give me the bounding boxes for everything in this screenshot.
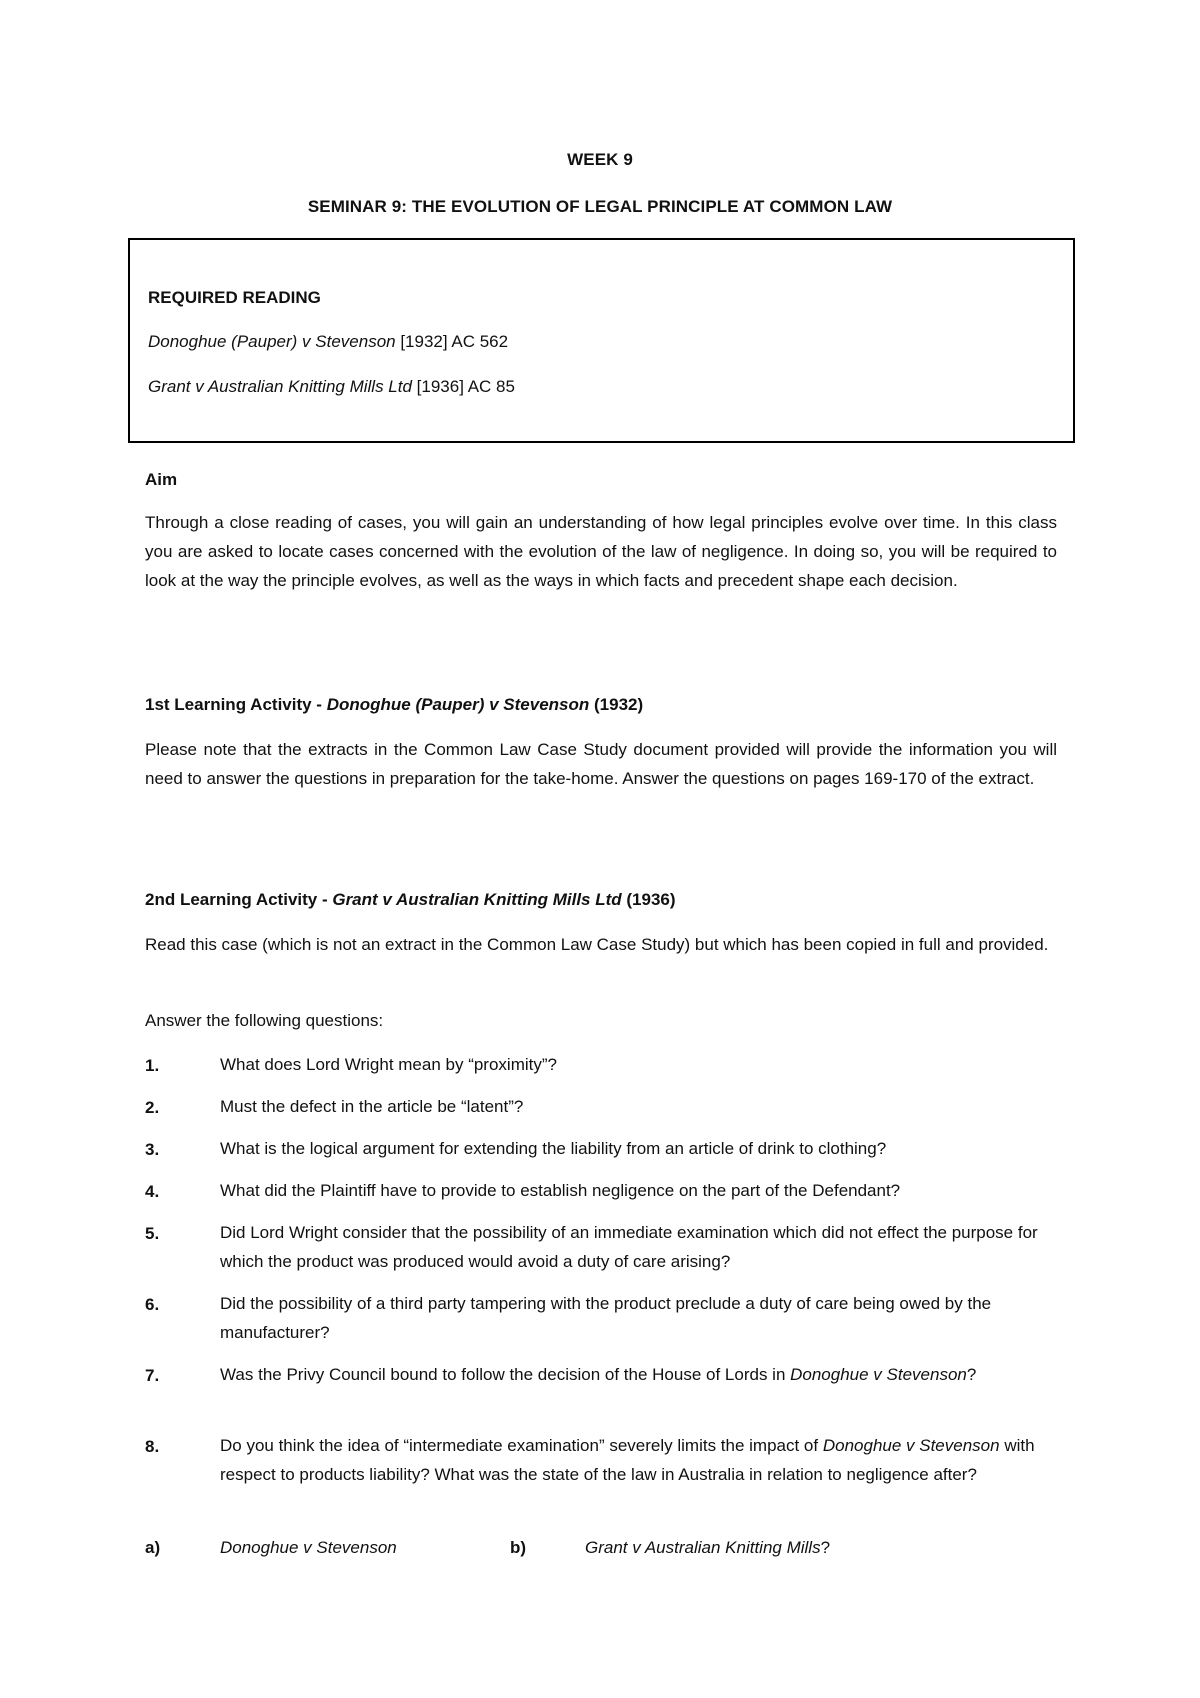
required-reading-box: [128, 238, 1075, 443]
question-5-number: 5.: [145, 1224, 160, 1243]
aim-paragraph: Through a close reading of cases, you will gain an understanding of how legal principles evolve over time. In this class you are asked to locate cases concerned with the evolution of the law of negligence. In doing so, you will be required to look at the way the principle evolves, as well as the ways in which facts and precedent shape each decision.: [145, 513, 1057, 590]
question-1-text: What does Lord Wright mean by “proximity”?: [220, 1055, 557, 1074]
question-3-text: What is the logical argument for extending the liability from an article of drink to clothing?: [220, 1139, 887, 1158]
questions-intro: Answer the following questions:: [145, 1011, 384, 1030]
question-6-number: 6.: [145, 1295, 160, 1314]
aim-heading: Aim: [145, 470, 178, 489]
activity2-case: Grant v Australian Knitting Mills Ltd: [332, 890, 622, 909]
sub-option-b-case: Grant v Australian Knitting Mills: [585, 1538, 821, 1557]
reading-item-2-citation: [1936] AC 85: [411, 377, 515, 396]
week-heading: WEEK 9: [567, 150, 633, 169]
activity1-year: (1932): [589, 695, 644, 714]
question-8-number: 8.: [145, 1437, 160, 1456]
activity2-heading: [145, 890, 676, 910]
reading-item-2-case: Grant v Australian Knitting Mills Ltd: [148, 377, 412, 396]
required-reading-title: REQUIRED READING: [148, 288, 321, 307]
question-8-text-b: with respect to products liability? What was the state of the law in Australia in relation to negligence after?: [220, 1436, 1035, 1484]
seminar-title: SEMINAR 9: THE EVOLUTION OF LEGAL PRINCIPLE AT COMMON LAW: [307, 197, 893, 216]
activity1-paragraph: Please note that the extracts in the Common Law Case Study document provided will provide the information you will need to answer the questions in preparation for the take-home. Answer the questions on pages 169-170 of the extract.: [145, 740, 1057, 788]
activity1-heading: [145, 695, 643, 715]
question-8-text: [220, 1431, 1058, 1489]
activity2-prefix: 2nd Learning Activity -: [145, 890, 333, 909]
sub-option-a-case: Donoghue v Stevenson: [220, 1538, 397, 1557]
question-8-text-a: Do you think the idea of “intermediate examination” severely limits the impact of: [220, 1436, 823, 1455]
question-2-text: Must the defect in the article be “latent”?: [220, 1097, 524, 1116]
question-5-text: Did Lord Wright consider that the possibility of an immediate examination which did not effect the purpose for which the product was produced would avoid a duty of care arising?: [220, 1223, 1038, 1271]
question-2-number: 2.: [145, 1098, 160, 1117]
activity2-paragraph: Read this case (which is not an extract in the Common Law Case Study) but which has been copied in full and provided.: [145, 935, 1049, 954]
sub-option-a-label: a): [145, 1538, 161, 1557]
question-7-case: Donoghue v Stevenson: [790, 1365, 967, 1384]
activity1-case: Donoghue (Pauper) v Stevenson: [326, 695, 590, 714]
sub-option-b: [585, 1538, 830, 1558]
activity2-year: (1936): [621, 890, 676, 909]
question-7-number: 7.: [145, 1366, 160, 1385]
sub-option-b-label: b): [510, 1538, 527, 1557]
sub-option-b-suffix: ?: [820, 1538, 831, 1557]
question-4-number: 4.: [145, 1182, 160, 1201]
question-1-number: 1.: [145, 1056, 160, 1075]
reading-item-1-case: Donoghue (Pauper) v Stevenson: [148, 332, 396, 351]
reading-item-2: [148, 377, 515, 397]
question-7-text-b: ?: [966, 1365, 977, 1384]
reading-item-1-citation: [1932] AC 562: [395, 332, 509, 351]
question-6-text: Did the possibility of a third party tampering with the product preclude a duty of care being owed by the manufacturer?: [220, 1294, 992, 1342]
question-7-text-a: Was the Privy Council bound to follow the decision of the House of Lords in: [220, 1365, 791, 1384]
question-7-text: [220, 1360, 1058, 1389]
question-3-number: 3.: [145, 1140, 160, 1159]
question-4-text: What did the Plaintiff have to provide to establish negligence on the part of the Defendant?: [220, 1181, 901, 1200]
activity1-prefix: 1st Learning Activity -: [145, 695, 327, 714]
reading-item-1: [148, 332, 508, 352]
question-8-case: Donoghue v Stevenson: [822, 1436, 1000, 1455]
